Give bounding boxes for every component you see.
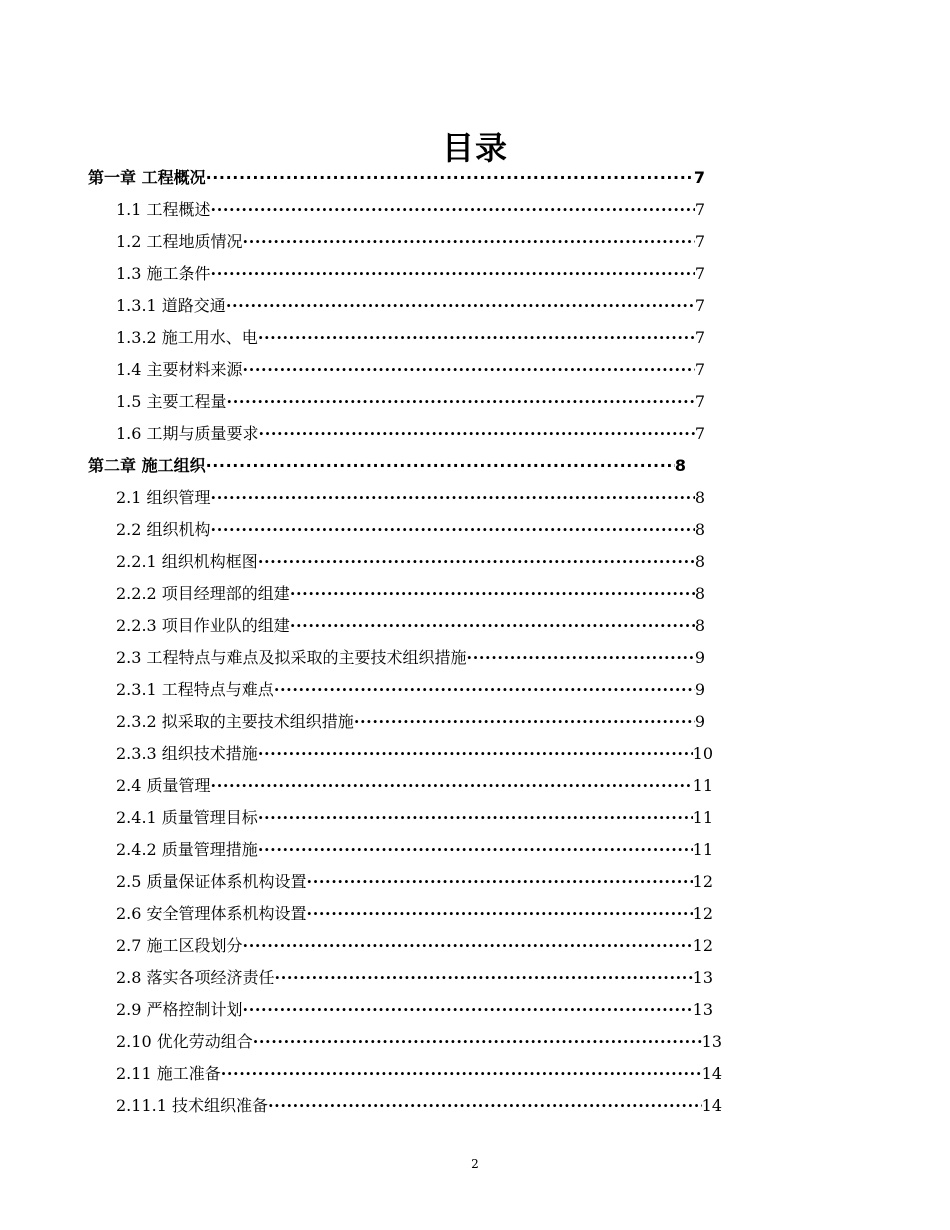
toc-entry-label: 2.3 工程特点与难点及拟采取的主要技术组织措施 bbox=[116, 648, 467, 667]
toc-dot-leader bbox=[206, 163, 694, 193]
toc-entry[interactable] bbox=[116, 739, 713, 769]
toc-page-number: 13 bbox=[692, 968, 713, 987]
toc-dot-leader bbox=[258, 547, 695, 577]
toc-dot-leader bbox=[211, 771, 693, 801]
toc-entry[interactable] bbox=[116, 1059, 722, 1089]
toc-entry-label: 2.4 质量管理 bbox=[116, 776, 211, 795]
toc-entry[interactable] bbox=[116, 227, 705, 257]
toc-dot-leader bbox=[211, 483, 695, 513]
toc-entry-label: 2.1 组织管理 bbox=[116, 488, 211, 507]
toc-dot-leader bbox=[243, 227, 695, 257]
toc-chapter[interactable] bbox=[88, 451, 686, 481]
toc-page-number: 8 bbox=[694, 520, 705, 539]
toc-entry-label: 2.11.1 技术组织准备 bbox=[116, 1096, 268, 1115]
toc-dot-leader bbox=[211, 195, 695, 225]
toc-dot-leader bbox=[354, 707, 695, 737]
toc-entry-label: 2.9 严格控制计划 bbox=[116, 1000, 243, 1019]
toc-entry[interactable] bbox=[116, 323, 705, 353]
toc-entry-label: 2.7 施工区段划分 bbox=[116, 936, 243, 955]
toc-entry[interactable] bbox=[116, 675, 705, 705]
toc-entry[interactable] bbox=[116, 803, 713, 833]
toc-entry[interactable] bbox=[116, 579, 705, 609]
toc-page-number: 7 bbox=[694, 264, 705, 283]
toc-page-number: 14 bbox=[701, 1096, 722, 1115]
toc-page-number: 8 bbox=[674, 456, 686, 475]
toc-dot-leader bbox=[253, 1027, 702, 1057]
toc-entry[interactable] bbox=[116, 995, 713, 1025]
toc-entry-label: 1.2 工程地质情况 bbox=[116, 232, 243, 251]
toc-dot-leader bbox=[258, 739, 693, 769]
toc-dot-leader bbox=[275, 963, 693, 993]
toc-entry[interactable] bbox=[116, 291, 705, 321]
toc-entry-label: 2.4.1 质量管理目标 bbox=[116, 808, 258, 827]
toc-dot-leader bbox=[290, 611, 695, 641]
toc-page-number: 9 bbox=[694, 680, 705, 699]
toc-page-number: 8 bbox=[694, 488, 705, 507]
toc-page-number: 11 bbox=[692, 840, 713, 859]
toc-entry[interactable] bbox=[116, 835, 713, 865]
toc-page-number: 7 bbox=[694, 296, 705, 315]
toc-entry-label: 第二章 施工组织 bbox=[88, 456, 206, 475]
toc-dot-leader bbox=[243, 355, 695, 385]
toc-dot-leader bbox=[259, 419, 695, 449]
toc-entry-label: 1.5 主要工程量 bbox=[116, 392, 227, 411]
toc-entry[interactable] bbox=[116, 195, 705, 225]
toc-entry[interactable] bbox=[116, 1027, 722, 1057]
toc-page-number: 12 bbox=[692, 936, 713, 955]
toc-dot-leader bbox=[467, 643, 695, 673]
toc-page-number: 14 bbox=[701, 1064, 722, 1083]
toc-entry-label: 1.1 工程概述 bbox=[116, 200, 211, 219]
toc-page-number: 11 bbox=[692, 776, 713, 795]
toc-entry-label: 2.3.1 工程特点与难点 bbox=[116, 680, 274, 699]
toc-entry[interactable] bbox=[116, 611, 705, 641]
toc-entry-label: 第一章 工程概况 bbox=[88, 168, 206, 187]
toc-page-number: 8 bbox=[694, 616, 705, 635]
toc-entry[interactable] bbox=[116, 963, 713, 993]
toc-dot-leader bbox=[258, 803, 693, 833]
toc-page-number: 7 bbox=[694, 360, 705, 379]
toc-dot-leader bbox=[258, 323, 695, 353]
toc-page-number: 7 bbox=[693, 168, 705, 187]
toc-entry-label: 2.3.3 组织技术措施 bbox=[116, 744, 258, 763]
toc-dot-leader bbox=[221, 1059, 702, 1089]
toc-dot-leader bbox=[206, 451, 675, 481]
toc-dot-leader bbox=[226, 291, 695, 321]
toc-entry[interactable] bbox=[116, 515, 705, 545]
toc-entry[interactable] bbox=[116, 707, 705, 737]
toc-dot-leader bbox=[307, 899, 693, 929]
toc-dot-leader bbox=[268, 1091, 702, 1121]
toc-entry-label: 2.11 施工准备 bbox=[116, 1064, 221, 1083]
toc-entry[interactable] bbox=[116, 643, 705, 673]
toc-dot-leader bbox=[307, 867, 693, 897]
toc-entry-label: 1.6 工期与质量要求 bbox=[116, 424, 259, 443]
toc-entry[interactable] bbox=[116, 483, 705, 513]
toc-entry-label: 2.2.2 项目经理部的组建 bbox=[116, 584, 290, 603]
toc-entry[interactable] bbox=[116, 259, 705, 289]
toc-entry-label: 2.2 组织机构 bbox=[116, 520, 211, 539]
toc-entry-label: 2.8 落实各项经济责任 bbox=[116, 968, 275, 987]
toc-dot-leader bbox=[290, 579, 695, 609]
toc-page-number: 9 bbox=[694, 648, 705, 667]
toc-entry[interactable] bbox=[116, 547, 705, 577]
toc-page-number: 8 bbox=[694, 584, 705, 603]
toc-page-number: 7 bbox=[694, 232, 705, 251]
toc-entry-label: 2.5 质量保证体系机构设置 bbox=[116, 872, 307, 891]
toc-page-number: 13 bbox=[692, 1000, 713, 1019]
toc-page-number: 7 bbox=[694, 328, 705, 347]
toc-page-number: 13 bbox=[701, 1032, 722, 1051]
toc-page-number: 7 bbox=[694, 200, 705, 219]
toc-entry-label: 2.6 安全管理体系机构设置 bbox=[116, 904, 307, 923]
toc-entry[interactable] bbox=[116, 931, 713, 961]
toc-entry[interactable] bbox=[116, 867, 713, 897]
toc-entry[interactable] bbox=[116, 387, 705, 417]
toc-entry-label: 1.4 主要材料来源 bbox=[116, 360, 243, 379]
toc-entry[interactable] bbox=[116, 771, 713, 801]
toc-dot-leader bbox=[227, 387, 695, 417]
toc-entry-label: 2.4.2 质量管理措施 bbox=[116, 840, 258, 859]
toc-entry-label: 1.3 施工条件 bbox=[116, 264, 211, 283]
toc-page-number: 11 bbox=[692, 808, 713, 827]
toc-entry-label: 2.2.1 组织机构框图 bbox=[116, 552, 258, 571]
page-number-footer: 2 bbox=[471, 1157, 479, 1171]
toc-dot-leader bbox=[274, 675, 695, 705]
toc-page-number: 12 bbox=[692, 872, 713, 891]
toc-page-number: 8 bbox=[694, 552, 705, 571]
toc-entry-label: 1.3.1 道路交通 bbox=[116, 296, 226, 315]
toc-entry[interactable] bbox=[116, 419, 705, 449]
toc-dot-leader bbox=[243, 995, 693, 1025]
toc-entry[interactable] bbox=[116, 899, 713, 929]
toc-entry-label: 2.2.3 项目作业队的组建 bbox=[116, 616, 290, 635]
toc-page-number: 7 bbox=[694, 392, 705, 411]
toc-page-number: 9 bbox=[694, 712, 705, 731]
toc-dot-leader bbox=[243, 931, 693, 961]
toc-chapter[interactable] bbox=[88, 163, 705, 193]
toc-entry-label: 2.3.2 拟采取的主要技术组织措施 bbox=[116, 712, 354, 731]
toc-page-number: 7 bbox=[694, 424, 705, 443]
toc-entry-label: 1.3.2 施工用水、电 bbox=[116, 328, 258, 347]
toc-dot-leader bbox=[211, 515, 695, 545]
toc-dot-leader bbox=[258, 835, 693, 865]
toc-page-number: 12 bbox=[692, 904, 713, 923]
toc-entry-label: 2.10 优化劳动组合 bbox=[116, 1032, 253, 1051]
toc-dot-leader bbox=[211, 259, 695, 289]
toc-page-number: 10 bbox=[692, 744, 713, 763]
toc-entry[interactable] bbox=[116, 1091, 722, 1121]
page-title: 目录 bbox=[441, 129, 508, 167]
toc-entry[interactable] bbox=[116, 355, 705, 385]
